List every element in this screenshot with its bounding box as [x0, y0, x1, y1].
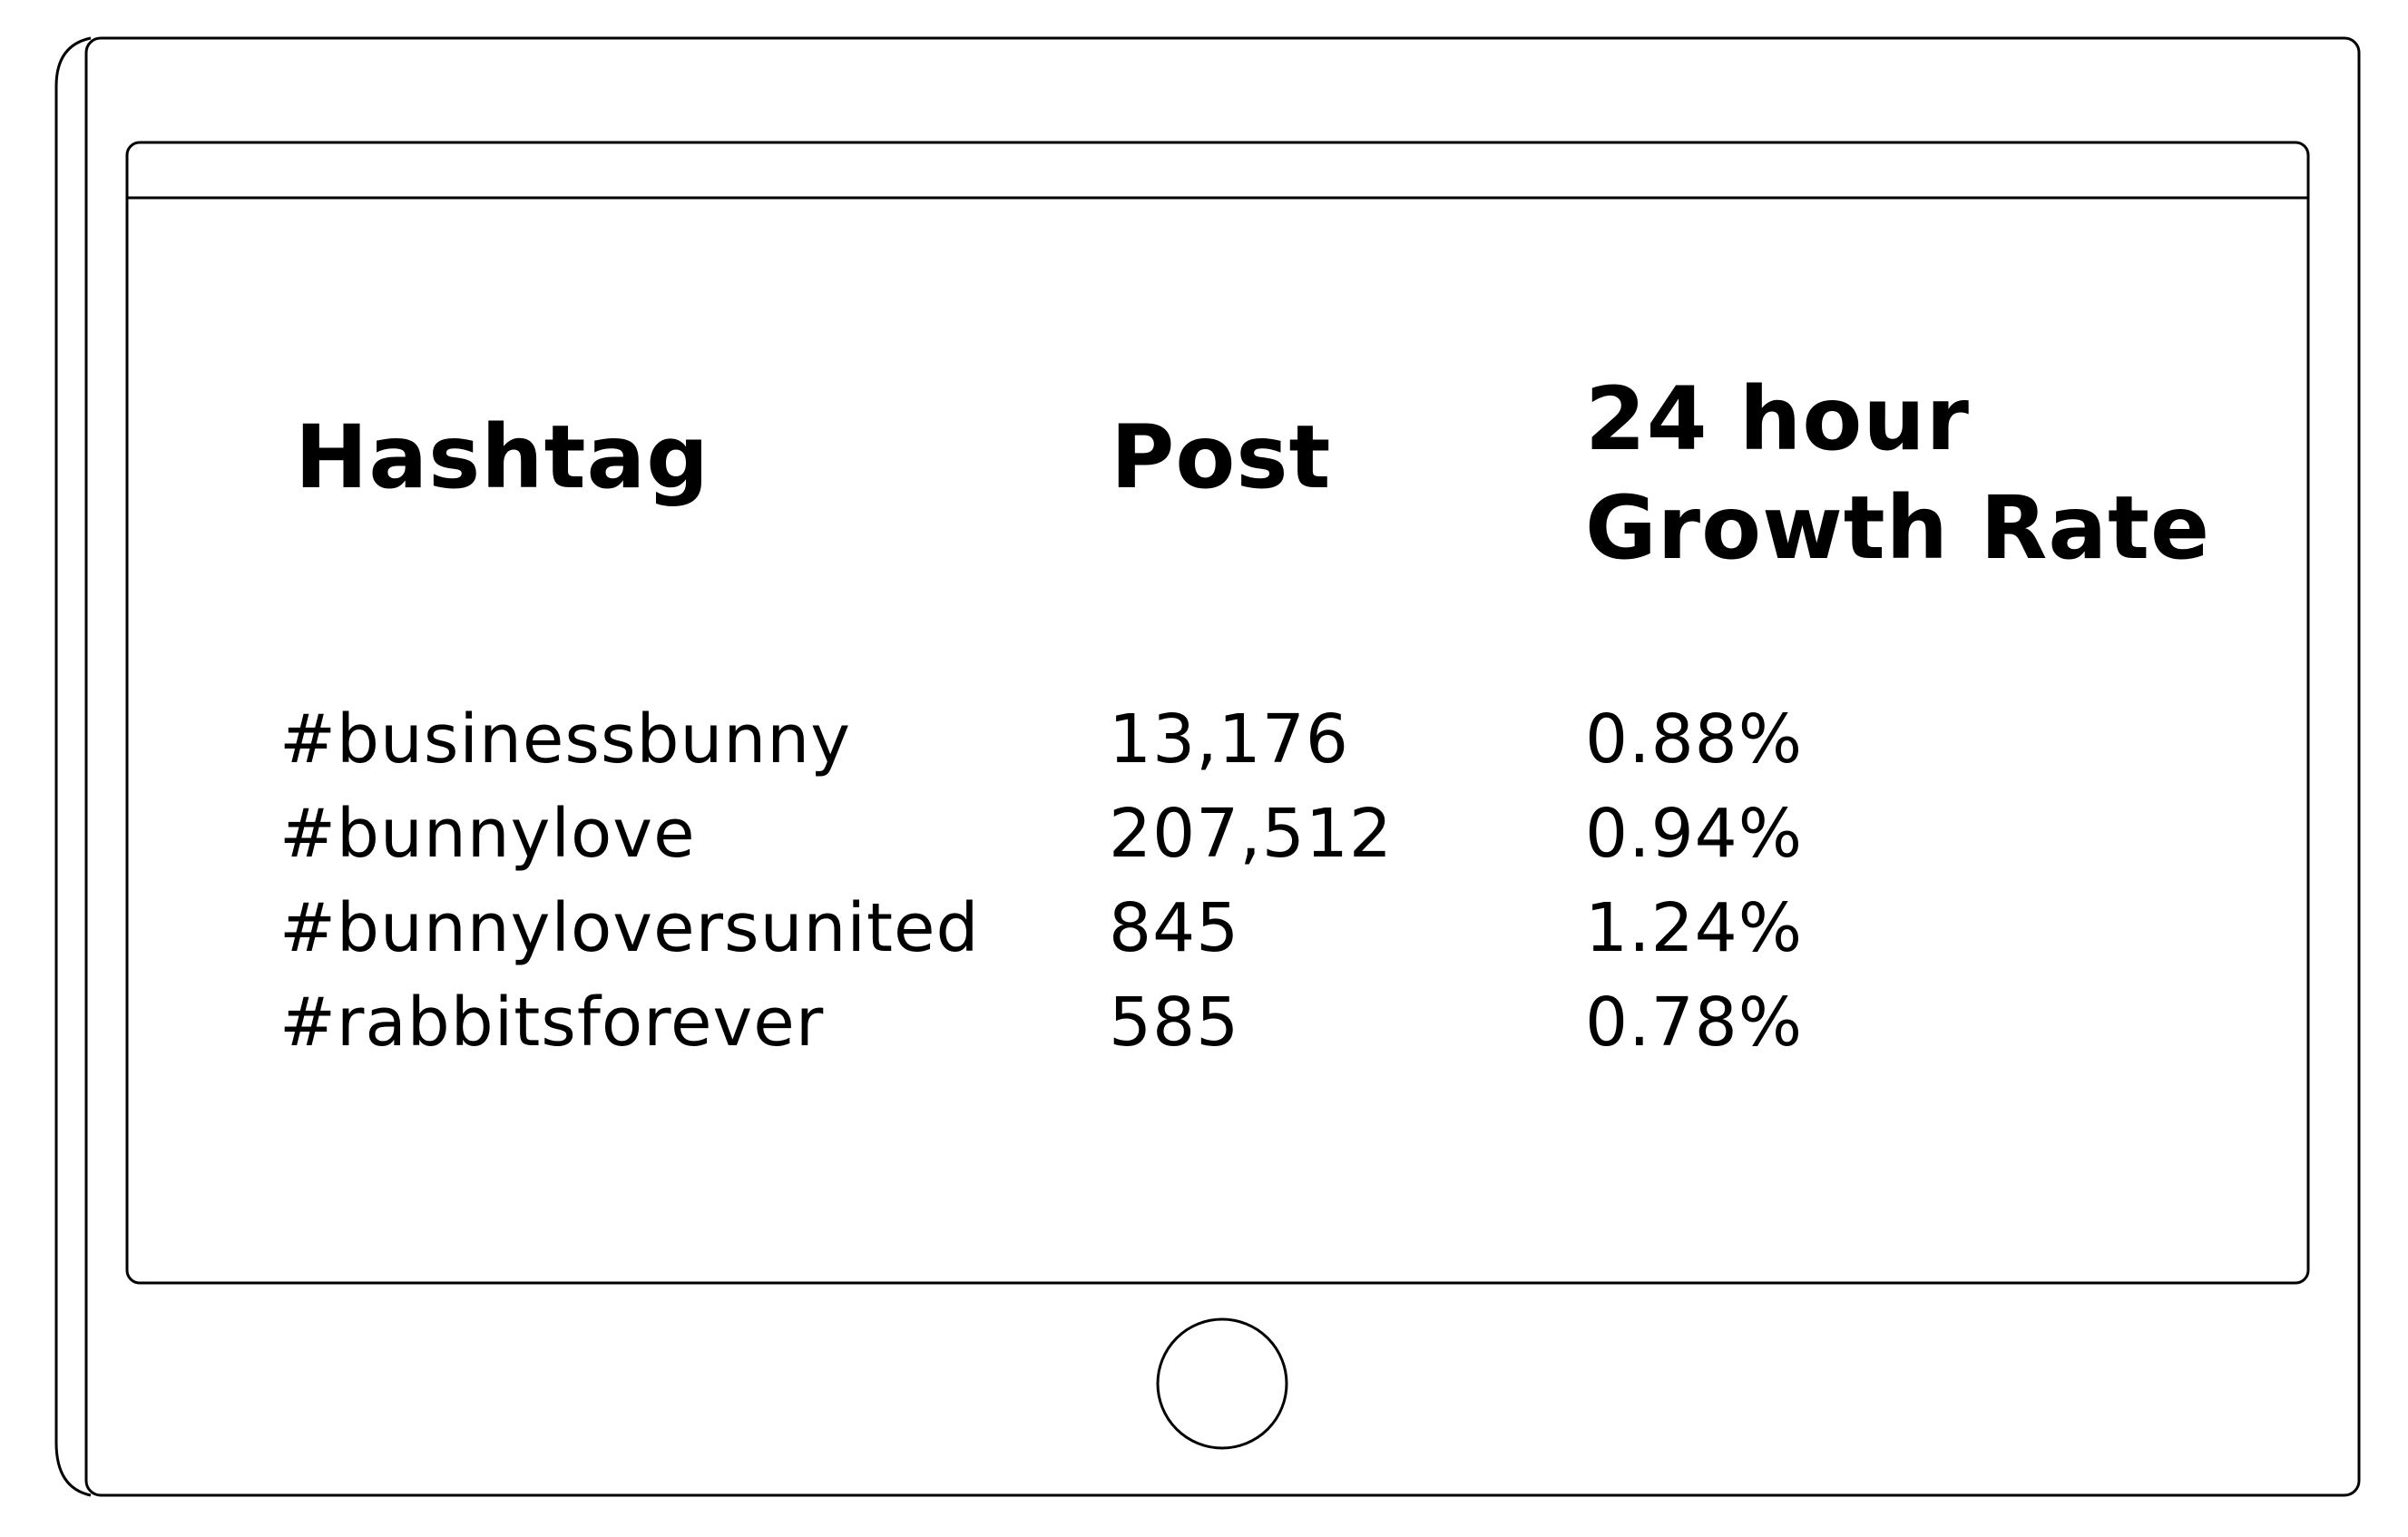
cell-hashtag: #businessbunny — [279, 700, 851, 778]
home-button[interactable] — [1158, 1319, 1287, 1448]
table-row — [127, 787, 2308, 881]
cell-post: 13,176 — [1109, 700, 1349, 778]
header-growth-line2: Growth Rate — [1585, 477, 2211, 579]
header-post: Post — [1111, 406, 1332, 508]
table-row — [127, 881, 2308, 975]
table-row — [127, 692, 2308, 787]
cell-hashtag: #rabbitsforever — [279, 984, 825, 1062]
header-growth-rate — [1585, 365, 2210, 582]
header-growth-line1: 24 hour — [1585, 368, 1970, 470]
header-hashtag: Hashtag — [295, 406, 710, 508]
cell-growth: 1.24% — [1585, 889, 1804, 967]
cell-post: 585 — [1109, 984, 1240, 1062]
cell-hashtag: #bunnyloversunited — [279, 889, 980, 967]
table-row — [127, 975, 2308, 1070]
cell-post: 845 — [1109, 889, 1240, 967]
cell-growth: 0.88% — [1585, 700, 1804, 778]
cell-growth: 0.94% — [1585, 795, 1804, 873]
cell-hashtag: #bunnylove — [279, 795, 696, 873]
cell-post: 207,512 — [1109, 795, 1394, 873]
cell-growth: 0.78% — [1585, 984, 1804, 1062]
screen-content — [127, 198, 2308, 1283]
